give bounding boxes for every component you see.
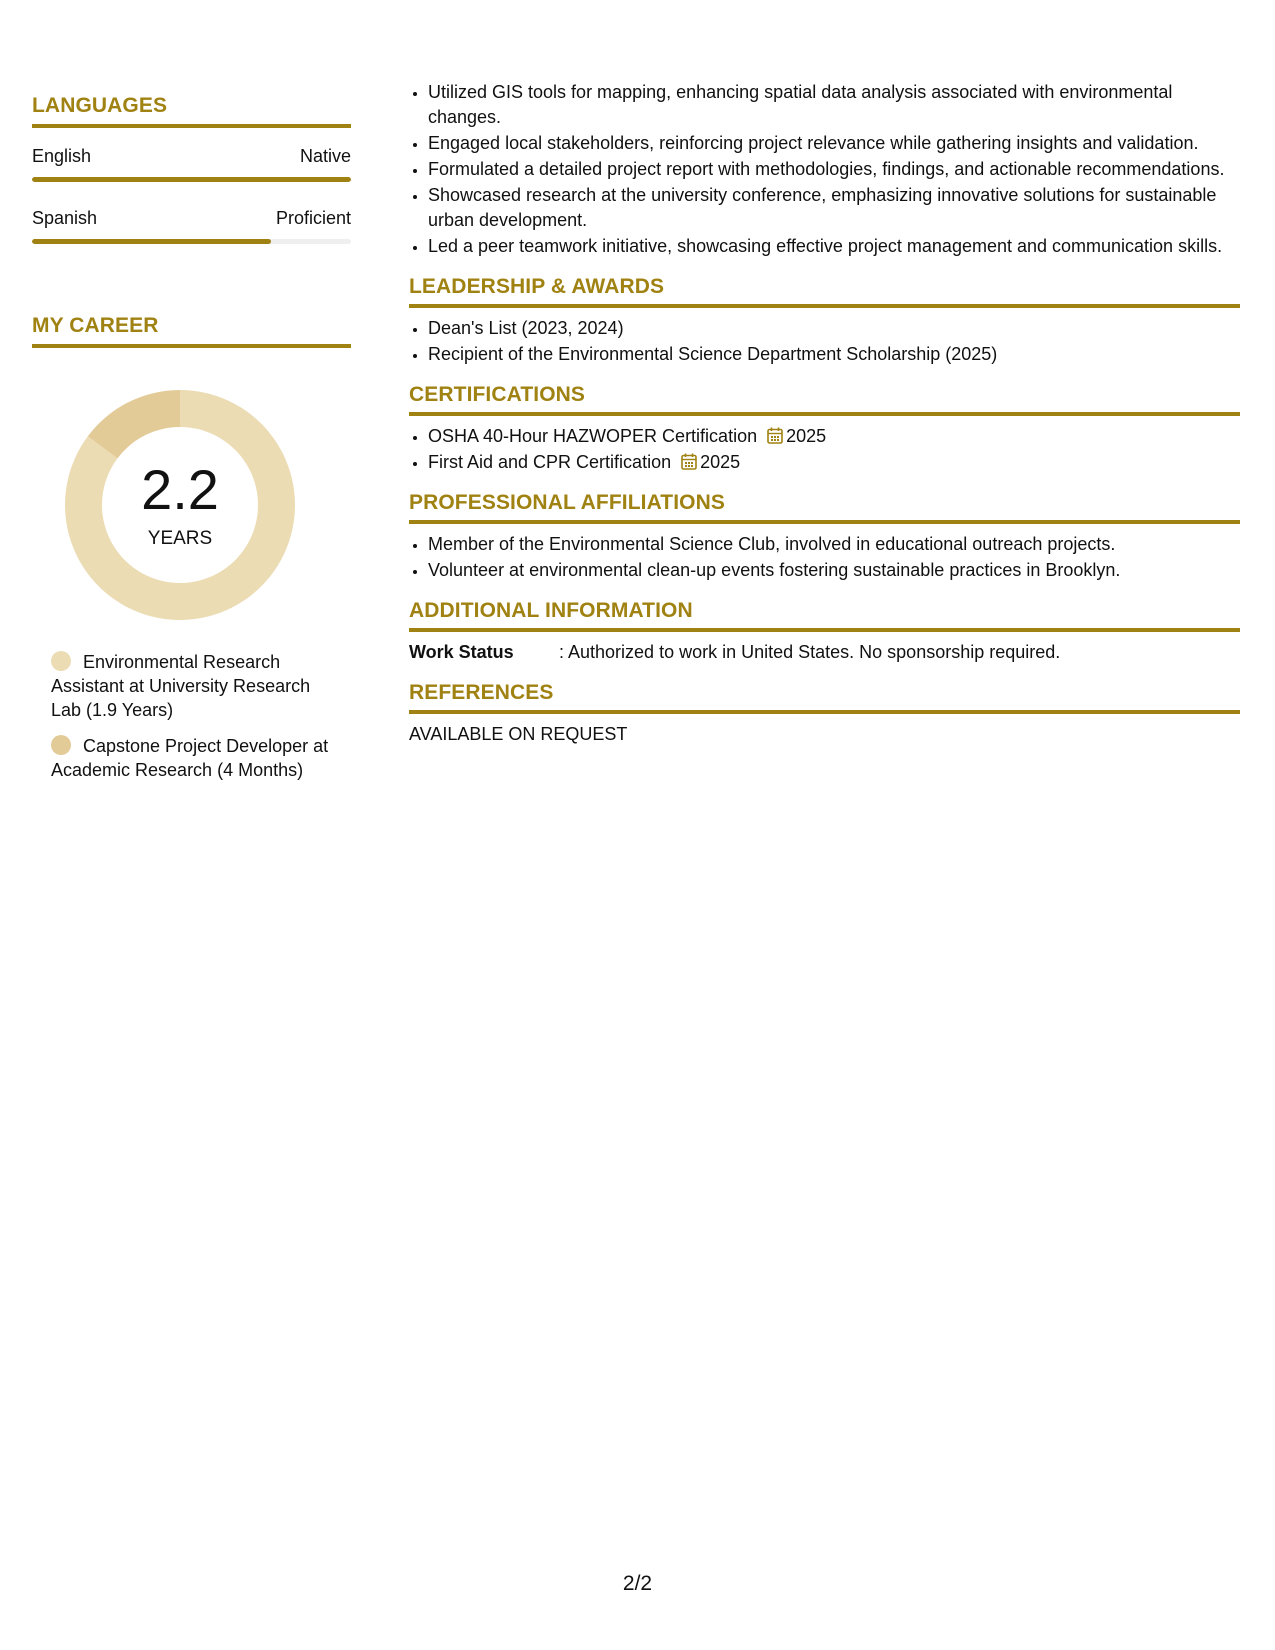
- main-column: [409, 80, 1240, 747]
- legend-dot: [51, 735, 71, 755]
- language-proficiency-bar: [32, 177, 351, 182]
- career-title: MY CAREER: [32, 314, 351, 348]
- experience-bullet: • Utilized GIS tools for mapping, enhancing spatial data analysis associated with environmental changes.: [428, 80, 1240, 130]
- page-number: 2/2: [622, 1572, 653, 1595]
- language-proficiency-fill: [32, 177, 351, 182]
- certification-year: 2025: [700, 452, 741, 472]
- references-title: REFERENCES: [409, 681, 1240, 714]
- sidebar: [32, 94, 351, 794]
- language-proficiency-bar: [32, 239, 351, 244]
- leadership-section: [409, 275, 1240, 367]
- career-legend-item: [51, 650, 331, 722]
- languages-title: LANGUAGES: [32, 94, 351, 128]
- career-donut-chart: [65, 390, 295, 620]
- career-total-years: 2.2: [141, 458, 219, 521]
- certifications-title: CERTIFICATIONS: [409, 383, 1240, 416]
- award-item: • Recipient of the Environmental Science Department Scholarship (2025): [428, 342, 1240, 367]
- career-legend-label: Capstone Project Developer at Academic Research (4 Months): [51, 736, 329, 780]
- language-item: [32, 208, 351, 244]
- affiliation-item: • Member of the Environmental Science Club, involved in educational outreach projects.: [428, 532, 1240, 557]
- experience-bullet: • Formulated a detailed project report with methodologies, findings, and actionable recommendations.: [428, 157, 1240, 182]
- calendar-icon: [681, 453, 697, 470]
- career-section: [32, 314, 351, 782]
- career-total-unit: YEARS: [147, 528, 213, 549]
- affiliation-item: • Volunteer at environmental clean-up events fostering sustainable practices in Brooklyn.: [428, 558, 1240, 583]
- calendar-icon: [767, 427, 783, 444]
- language-name: Spanish: [32, 208, 98, 228]
- award-item: • Dean's List (2023, 2024): [428, 316, 1240, 341]
- affiliations-title: PROFESSIONAL AFFILIATIONS: [409, 491, 1240, 524]
- certifications-section: [409, 383, 1240, 475]
- language-level: Proficient: [275, 208, 351, 228]
- certification-item: [428, 450, 1240, 475]
- experience-bullet: • Engaged local stakeholders, reinforcing project relevance while gathering insights and validation.: [428, 131, 1240, 156]
- leadership-title: LEADERSHIP & AWARDS: [409, 275, 1240, 308]
- certification-item: [428, 424, 1240, 449]
- language-proficiency-fill: [32, 239, 271, 244]
- language-item: [32, 146, 351, 182]
- affiliations-section: [409, 491, 1240, 583]
- certification-name: First Aid and CPR Certification: [428, 452, 672, 472]
- language-name: English: [32, 146, 92, 166]
- references-text: AVAILABLE ON REQUEST: [409, 724, 628, 744]
- additional-info-section: [409, 599, 1240, 665]
- career-legend-label: Environmental Research Assistant at University Research Lab (1.9 Years): [51, 652, 311, 720]
- certification-name: OSHA 40-Hour HAZWOPER Certification: [428, 426, 758, 446]
- references-section: [409, 681, 1240, 747]
- work-status-value: : Authorized to work in United States. No sponsorship required.: [559, 642, 1061, 662]
- experience-bullets: [409, 80, 1240, 259]
- work-status-row: [409, 640, 1240, 665]
- experience-bullet: • Led a peer teamwork initiative, showcasing effective project management and communication skills.: [428, 234, 1240, 259]
- career-legend-item: [51, 734, 331, 782]
- work-status-label: Work Status: [409, 642, 514, 662]
- experience-bullet: • Showcased research at the university conference, emphasizing innovative solutions for sustainable urban development.: [428, 183, 1240, 233]
- legend-dot: [51, 651, 71, 671]
- additional-info-title: ADDITIONAL INFORMATION: [409, 599, 1240, 632]
- language-level: Native: [299, 146, 351, 166]
- certification-year: 2025: [786, 426, 827, 446]
- career-legend: [51, 650, 331, 782]
